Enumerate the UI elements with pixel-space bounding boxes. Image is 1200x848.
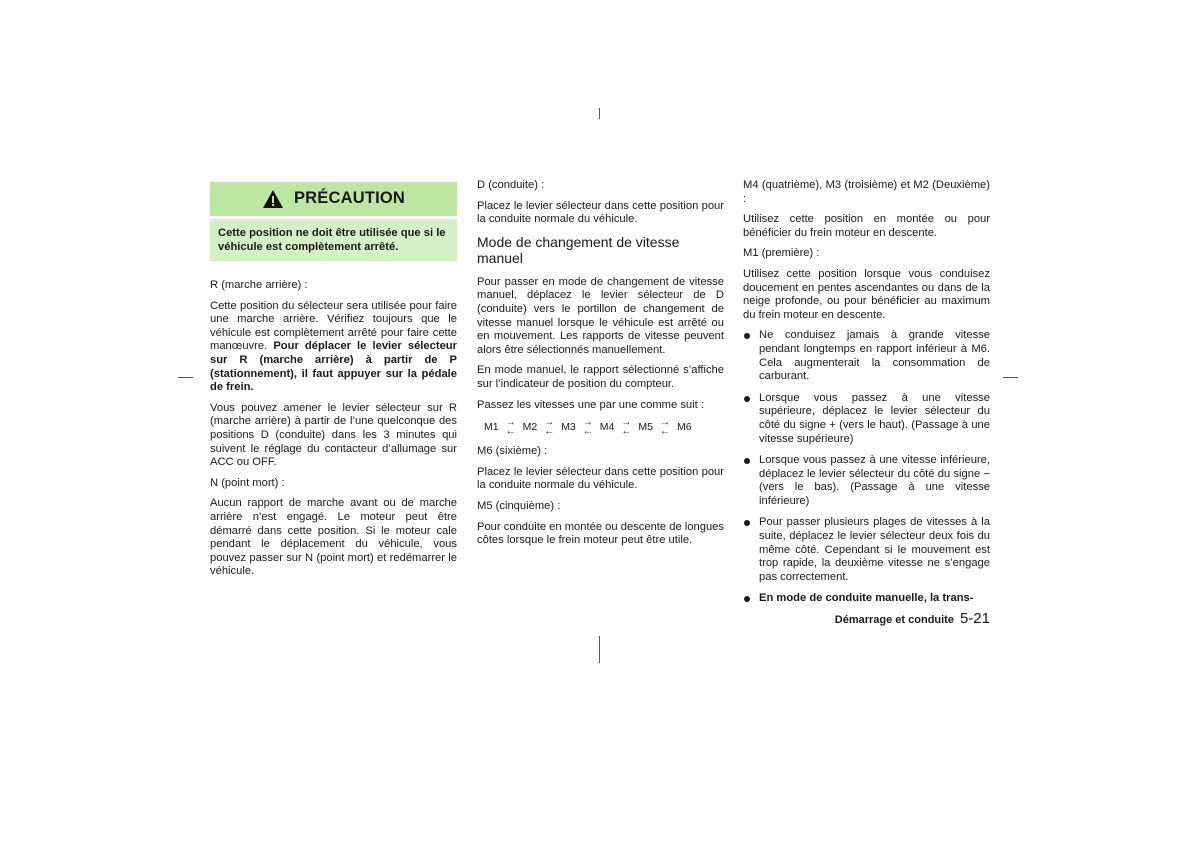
- list-item: Ne conduisez jamais à grande vitesse pendant longtemps en rapport inférieur à M6. Cela augmenterait la consommation de carburant.: [743, 329, 990, 383]
- m5-label: M5 (cinquième) :: [477, 499, 561, 512]
- r-text-bold: Pour déplacer le levier sélecteur sur R (marche arrière) à partir de P (stationnement), il faut appuyer sur la pédale de frein.: [210, 340, 457, 394]
- gear-label: M2: [522, 421, 538, 434]
- list-item: Pour passer plusieurs plages de vitesses à la suite, déplacez le levier sélecteur deux fois du même côté. Cependant si le mouvement est trop rapide, la deuxième vitesse ne s’engage pas correctement.: [743, 516, 990, 584]
- column-right: [743, 179, 990, 614]
- bottom-crop-mark: [599, 636, 600, 663]
- arrow-down-icon: ←: [659, 426, 670, 438]
- d-label: D (conduite) :: [477, 179, 545, 191]
- caution-title: PRÉCAUTION: [293, 189, 406, 208]
- column-middle: [477, 179, 724, 555]
- left-crop-mark: [178, 377, 193, 378]
- arrow-down-icon: ←: [621, 426, 632, 438]
- n-text: Aucun rapport de marche avant ou de marche arrière n’est engagé. Le moteur peut être démarré dans cette position. Si le moteur cale pendant le déplacement du véhicule, vous pouvez passer sur N (point mort) et redémarrer le véhicule.: [210, 497, 457, 578]
- arrow-up-icon: →: [659, 417, 670, 429]
- gear-arrows: [506, 418, 516, 436]
- m1-label: M1 (première) :: [743, 247, 820, 260]
- caution-header: [210, 182, 457, 216]
- n-label: N (point mort) :: [210, 476, 285, 489]
- manual-p1: Pour passer en mode de changement de vitesse manuel, déplacez le levier sélecteur de D (conduite) vers le portillon de changement de vitesse manuel lorsque le véhicule est arrêté ou en mouvement. Les rapports de vitesse peuvent alors être sélectionnés manuellement.: [477, 275, 724, 356]
- arrow-up-icon: →: [621, 417, 632, 429]
- section-heading: Mode de changement de vitesse manuel: [477, 233, 680, 267]
- bullet-bold-text: En mode de conduite manuelle, la trans-: [759, 592, 974, 605]
- right-crop-mark: [1003, 377, 1018, 378]
- gear-label: M5: [638, 421, 653, 434]
- m1-text: Utilisez cette position lorsque vous conduisez doucement en pentes ascendantes ou dans de la neige profonde, ou pour bénéficier au maximum du frein moteur en descente.: [743, 267, 990, 321]
- list-item: Lorsque vous passez à une vitesse inférieure, déplacez le levier sélecteur du côté du signe − (vers le bas). (Passage à une vitesse inférieure): [743, 454, 990, 508]
- gear-label: M3: [561, 421, 576, 434]
- arrow-down-icon: ←: [505, 426, 516, 438]
- manual-p3: Passez les vitesses une par une comme suit :: [477, 398, 704, 411]
- m4-text: Utilisez cette position en montée ou pour bénéficier du frein moteur en descente.: [743, 213, 990, 239]
- caution-text: Cette position ne doit être utilisée que si le véhicule est complètement arrêté.: [210, 219, 457, 261]
- r-label: R (marche arrière) :: [210, 279, 308, 291]
- d-text: Placez le levier sélecteur dans cette position pour la conduite normale du véhicule.: [477, 199, 724, 226]
- gear-arrows: [621, 418, 631, 436]
- gear-label: M6: [676, 421, 692, 434]
- r-text-plain: Cette position du sélecteur sera utilisée pour faire une marche arrière. Vérifiez toujours que le véhicule est complètement arrêté pour faire cette manœuvre.: [210, 299, 457, 353]
- list-item-bold: [743, 592, 990, 606]
- section-name: Démarrage et conduite: [834, 614, 954, 626]
- arrow-down-icon: ←: [544, 426, 555, 438]
- top-crop-mark: [599, 108, 600, 119]
- warning-icon: [262, 189, 284, 209]
- page-number: 5-21: [959, 610, 990, 627]
- arrow-down-icon: ←: [582, 426, 593, 438]
- manual-p2: En mode manuel, le rapport sélectionné s’affiche sur l’indicateur de position du compteur.: [477, 364, 724, 390]
- page-footer: [743, 610, 990, 627]
- gear-label: M1: [484, 421, 499, 434]
- gear-sequence: [477, 419, 724, 437]
- gear-arrows: [544, 418, 554, 436]
- arrow-up-icon: →: [582, 417, 593, 429]
- r-text: [210, 300, 457, 395]
- m4-label: M4 (quatrième), M3 (troisième) et M2 (Deuxième) :: [743, 179, 990, 205]
- column-left: [210, 182, 457, 586]
- arrow-up-icon: →: [505, 417, 516, 429]
- gear-arrows: [660, 418, 670, 436]
- gear-arrows: [583, 418, 593, 436]
- m6-text: Placez le levier sélecteur dans cette position pour la conduite normale du véhicule.: [477, 465, 724, 492]
- m5-text: Pour conduite en montée ou descente de longues côtes lorsque le frein moteur peut être utile.: [477, 520, 724, 547]
- gear-label: M4: [599, 421, 615, 434]
- bullet-list: [743, 329, 990, 606]
- m6-label: M6 (sixième) :: [477, 445, 548, 458]
- list-item: Lorsque vous passez à une vitesse supérieure, déplacez le levier sélecteur du côté du signe + (vers le haut). (Passage à une vitesse supérieure): [743, 392, 990, 446]
- r-text-2: Vous pouvez amener le levier sélecteur sur R (marche arrière) à partir de l’une quelconque des positions D (conduite) dans les 3 minutes qui suivent le réglage du contacteur d’allumage sur ACC ou OFF.: [210, 401, 457, 469]
- arrow-up-icon: →: [544, 417, 555, 429]
